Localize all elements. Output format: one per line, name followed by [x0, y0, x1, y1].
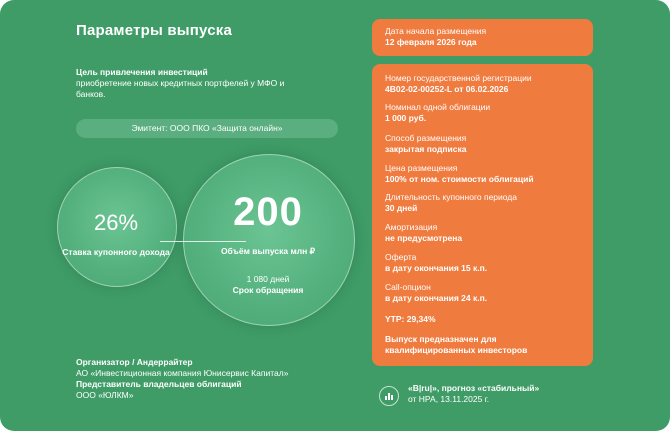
circle-connector	[160, 241, 246, 242]
emitent-badge: Эмитент: ООО ПКО «Защита онлайн»	[76, 119, 338, 138]
placement-start-value: 12 февраля 2026 года	[385, 37, 477, 47]
param-item	[385, 102, 590, 124]
ytp-value	[385, 314, 590, 325]
qualified-investors-note	[385, 334, 580, 356]
param-value: в дату окончания 24 к.п.	[385, 293, 488, 303]
param-label: Способ размещения	[385, 133, 467, 143]
param-value: 100% от ном. стоимости облигаций	[385, 174, 534, 184]
param-value: 1 000 руб.	[385, 113, 427, 123]
param-value: не предусмотрена	[385, 233, 463, 243]
param-value: 4B02-02-00252-L от 06.02.2026	[385, 84, 509, 94]
param-item	[385, 163, 590, 185]
coupon-rate-label: Ставка купонного дохода	[62, 247, 170, 257]
param-label: Call-опцион	[385, 282, 431, 292]
param-label: Оферта	[385, 252, 417, 262]
param-label: Номинал одной облигации	[385, 102, 491, 112]
placement-start-label: Дата начала размещения	[385, 26, 487, 36]
circulation-term-label: Срок обращения	[232, 285, 304, 295]
param-item	[385, 282, 590, 304]
param-label: Амортизация	[385, 222, 438, 232]
investment-goal	[76, 67, 296, 100]
volume-circle	[183, 154, 355, 326]
investment-goal-heading: Цель привлечения инвестиций	[76, 67, 208, 77]
placement-start-panel	[372, 19, 593, 56]
param-item	[385, 222, 590, 244]
credit-rating	[408, 383, 628, 405]
param-item	[385, 133, 590, 155]
bar-chart-icon	[379, 386, 399, 406]
issue-params-panel	[372, 64, 593, 366]
param-item	[385, 73, 590, 95]
circulation-term	[183, 274, 353, 296]
param-value: 30 дней	[385, 203, 418, 213]
param-value: закрытая подписка	[385, 144, 467, 154]
issue-volume-label: Объём выпуска млн ₽	[220, 246, 316, 256]
param-label: Цена размещения	[385, 163, 458, 173]
param-item	[385, 192, 590, 214]
param-label: Длительность купонного периода	[385, 192, 517, 202]
credit-rating-source: от НРА, 13.11.2025 г.	[408, 394, 490, 404]
qualified-investors-text: Выпуск предназначен для квалифицированных инвесторов	[385, 334, 528, 355]
representative-text: ООО «ЮЛКМ»	[76, 390, 134, 400]
param-value: в дату окончания 15 к.п.	[385, 263, 488, 273]
organizer-text: АО «Инвестиционная компания Юнисервис Капитал»	[76, 368, 289, 378]
representative-heading: Представитель владельцев облигаций	[76, 379, 242, 389]
issue-volume-value: 200	[233, 190, 303, 234]
organizer-block	[76, 357, 288, 401]
placement-start	[385, 26, 590, 48]
ytp-text: YTP: 29,34%	[385, 314, 436, 324]
investment-goal-text: приобретение новых кредитных портфелей у МФО и банков.	[76, 78, 285, 99]
coupon-rate-value: 26%	[93, 210, 139, 235]
credit-rating-value: «B|ru|», прогноз «стабильный»	[408, 383, 540, 393]
organizer-heading: Организатор / Андеррайтер	[76, 357, 193, 367]
circulation-term-days: 1 080 дней	[246, 274, 290, 284]
param-label: Номер государственной регистрации	[385, 73, 532, 83]
page-title: Параметры выпуска	[76, 22, 233, 39]
param-item	[385, 252, 590, 274]
